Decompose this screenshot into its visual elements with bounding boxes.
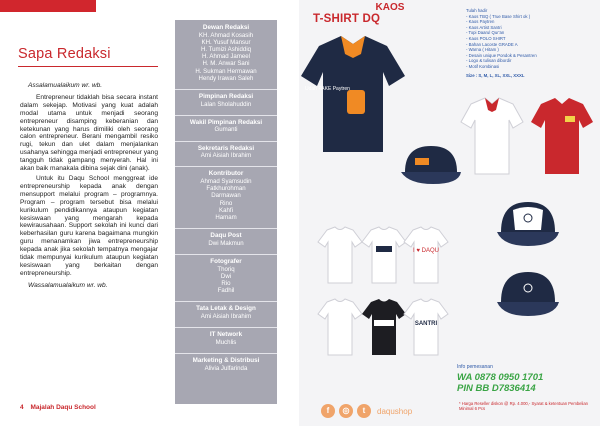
- masthead-column: [175, 20, 277, 404]
- masthead-name: Rino: [219, 199, 233, 207]
- sapa-title: Sapa Redaksi: [18, 46, 111, 62]
- black-tshirt-image: [361, 298, 407, 356]
- masthead-heading: Pimpinan Redaksi: [175, 89, 277, 101]
- masthead-block: [175, 353, 277, 372]
- twitter-icon: t: [357, 404, 371, 418]
- masthead-name: Kahfi: [219, 206, 233, 214]
- spec-item: - Desain unique Pondok & Pesantren: [466, 52, 537, 58]
- spec-item: - Logo & tulisan dibordir: [466, 58, 512, 64]
- navy-cap-image: [399, 140, 463, 186]
- social-links: [321, 404, 412, 418]
- spec-item: - Kaos TBQ ( True Base Shirt ok ): [466, 13, 531, 19]
- masthead-block: [175, 115, 277, 134]
- masthead-name: Ami Aisiah Ibrahim: [200, 152, 252, 160]
- spec-item: - Kaos POLO SHIRT: [466, 35, 506, 41]
- masthead-name: Rio: [221, 280, 231, 288]
- masthead-name: H. M. Anwar Sani: [202, 60, 250, 68]
- masthead-name: Dwi: [220, 272, 232, 280]
- masthead-block: [175, 166, 277, 221]
- product-specs: [466, 8, 596, 78]
- masthead-block: [175, 301, 277, 320]
- spec-item: - Kaos Paytren: [466, 19, 495, 25]
- masthead-name: Darmawan: [211, 192, 241, 200]
- shirt-print-santri: SANTRI: [414, 321, 438, 327]
- paragraph-1: Entrepreneur tidaklah bisa secara instant dalam sekejap. Motivasi yang kuat adalah modal utama untuk menjadi seorang entrepreneur disamping keberanian dan ketekunan yang harus dimiliki oleh seorang calon entrepreneur. Berani mengambil resiko rugi, tekun dan ulet dalam menjalankan usahanya sehingga menjadi entrepreneur yang tangguh tidak gampang menyerah. Hal ini akan baik manakala dibina sejak dini (anak).: [20, 93, 158, 173]
- masthead-name: Fadhil: [217, 287, 235, 295]
- white-tshirt-1-image: [317, 226, 363, 284]
- ad-title-tshirt: T-SHIRT DQ: [313, 13, 381, 25]
- masthead-heading: Dewan Redaksi: [202, 24, 250, 31]
- red-polo-image: [529, 96, 595, 176]
- closing: Wassalamualaikum wr. wb.: [28, 281, 108, 289]
- masthead-name: Lalan Sholahuddin: [200, 100, 252, 108]
- masthead-heading: Fotografer: [175, 254, 277, 266]
- page-number: 4: [20, 404, 24, 411]
- masthead-block: [175, 24, 277, 82]
- spec-item: - Topi Daarul Qur'an: [466, 30, 505, 36]
- masthead-heading: IT Network: [175, 327, 277, 339]
- order-info-label: Info pemesanan: [457, 364, 493, 370]
- masthead-name: Hendy Irawan Saleh: [198, 74, 254, 82]
- paragraph-2: Untuk itu Daqu School menggreat ide entrepreneurship kepada anak dengan mensupport melalui program – programnya. Program – program tersebut bisa melalui kurikulum pendidikannya ataupun kegiatan kesiswaan yang mengarah kepada kewirausahaan. Support sekolah ini kunci dari keberhasilan guru karena bagaimana mungkin guru menanamkan jiwa entrepreneurship kepada anak jika sekolah tempatnya mengajar tidak mempunyai kurikulum ataupun kegiatan kesiswaan yang berkaitan dengan entrepreneurship.: [20, 174, 158, 277]
- bbm-pin: PIN BB D7836414: [457, 383, 536, 394]
- masthead-heading: Daqu Post: [175, 228, 277, 240]
- masthead-name: Fatkhurohman: [206, 185, 246, 193]
- sapa-body: [20, 82, 158, 292]
- spec-item: - Kaos Artist Santri: [466, 24, 502, 30]
- masthead-name: H. Sukman Hermawan: [195, 67, 257, 75]
- masthead-heading: Tata Letak & Design: [175, 301, 277, 313]
- navy-cap-white-front-image: [495, 196, 561, 248]
- masthead-name: H. Tumizi Ashiddiq: [200, 46, 252, 53]
- navy-cap-image-2: [495, 266, 561, 318]
- masthead-name: H. Ahmad Jameel: [201, 53, 251, 61]
- social-handle: daqushop: [377, 406, 413, 416]
- spec-item: - Bahan Lacoste GRADE A: [466, 41, 518, 47]
- reseller-promo: * Harga Reseller diskon @ Rp. 4.000,- Syarat & ketentuan Pembelian Minimal 6 Pcs: [459, 401, 589, 412]
- masthead-block: [175, 254, 277, 294]
- masthead-heading: Wakil Pimpinan Redaksi: [175, 115, 277, 127]
- white-tshirt-santri-image: [403, 298, 449, 356]
- masthead-block: [175, 228, 277, 247]
- masthead-name: KH. Yusuf Mansur: [201, 38, 251, 46]
- masthead-name: Thoriq: [217, 265, 235, 273]
- black-polo-shirt-image: [299, 32, 407, 156]
- masthead-heading: Kontributor: [175, 166, 277, 178]
- spec-item: - Warna ( Hitam ): [466, 47, 499, 53]
- ad-title-kaos: KAOS: [375, 2, 405, 13]
- masthead-name: Dwi Makmun: [208, 239, 244, 247]
- masthead-name: Hamam: [215, 214, 237, 222]
- masthead-name: Ahmad Syamsudin: [200, 178, 252, 185]
- masthead-name: Ami Aisiah Ibrahim: [200, 313, 252, 321]
- masthead-name: Muchlis: [215, 338, 237, 346]
- facebook-icon: f: [321, 404, 335, 418]
- white-tshirt-idaqu-image: [403, 226, 449, 284]
- white-tshirt-2-image: [361, 226, 407, 284]
- tshirt-advertisement: [299, 0, 600, 426]
- masthead-name: Gumanti: [214, 126, 238, 134]
- masthead-heading: Marketing & Distribusi: [175, 353, 277, 365]
- masthead-block: [175, 141, 277, 160]
- masthead-block: [175, 327, 277, 346]
- greeting: Assalamualaikum wr. wb.: [28, 82, 103, 89]
- spec-item: Tulah hadir: [466, 8, 488, 13]
- white-tshirt-3-image: [317, 298, 363, 356]
- shirt-print-text: Udah PAKE Paytren: [305, 86, 350, 92]
- title-divider: [18, 66, 158, 67]
- size-list: Size : S, M, L, XL, XXL, XXXL: [466, 72, 525, 78]
- whatsapp-number: WA 0878 0950 1701: [457, 372, 544, 383]
- top-red-bar: [0, 0, 96, 12]
- white-polo-image: [459, 96, 525, 176]
- masthead-heading: Sekretaris Redaksi: [175, 141, 277, 153]
- publication-name: Majalah Daqu School: [30, 404, 96, 411]
- spec-item: - Motif Kombinasi: [466, 63, 500, 69]
- instagram-icon: ◎: [339, 404, 353, 418]
- masthead-name: KH. Ahmad Kosasih: [198, 31, 254, 39]
- page-footer: [20, 404, 101, 411]
- shirt-print-idaqu: I ♥ DAQU: [413, 248, 439, 254]
- masthead-name: Alivia Julfarinda: [204, 364, 248, 372]
- masthead-block: [175, 89, 277, 108]
